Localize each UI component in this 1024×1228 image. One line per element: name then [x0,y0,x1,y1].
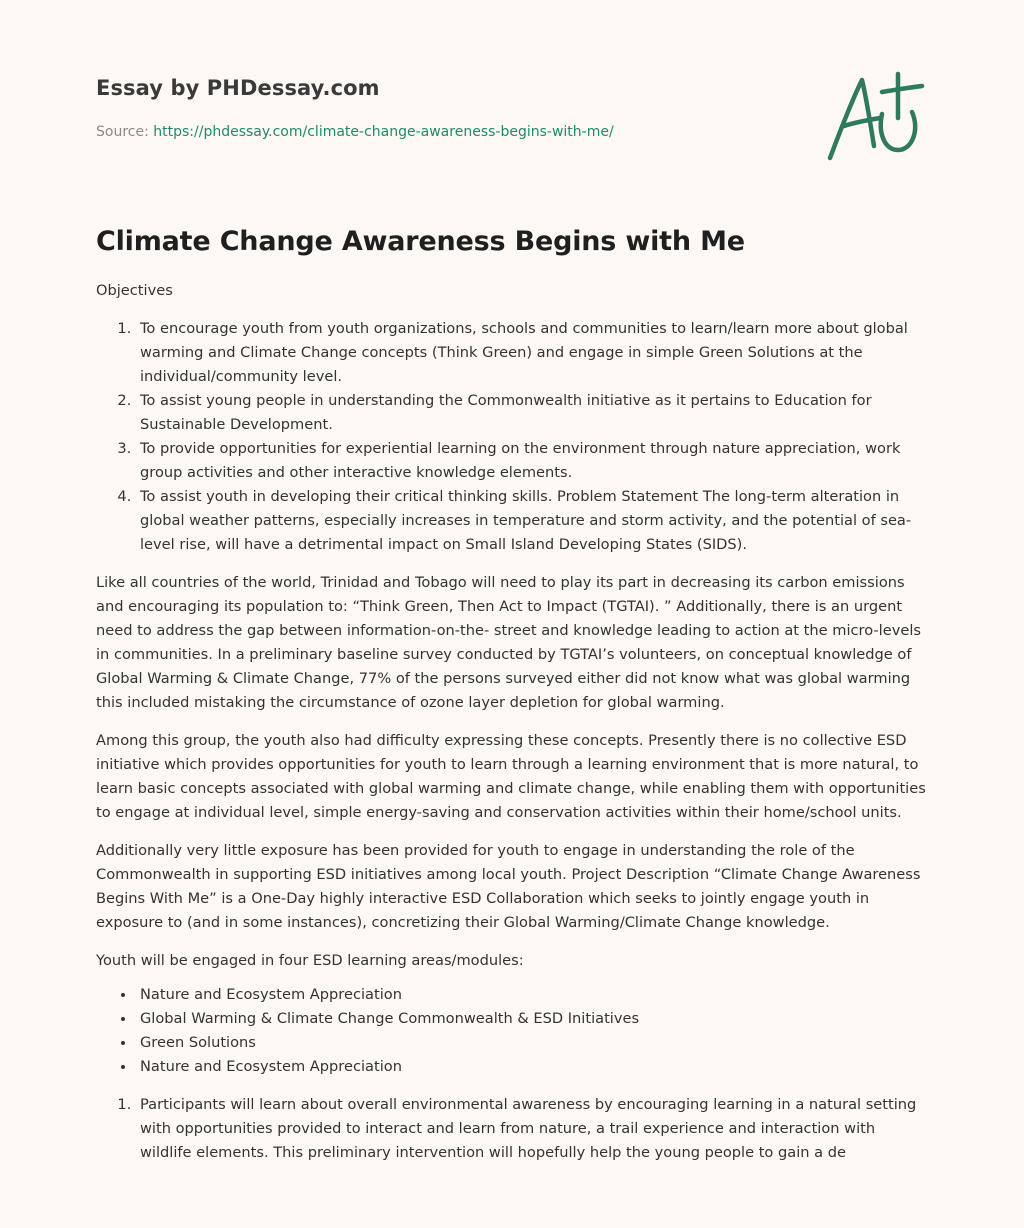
objectives-list [96,317,931,557]
module-detail-list [96,1093,931,1165]
objective-item: 1. To encourage youth from youth organizations, schools and communities to learn/learn more about global warming and Climate Change concepts (Think Green) and engage in simple Green Solutions at the individual/community level. [136,317,931,389]
paragraph: Like all countries of the world, Trinidad and Tobago will need to play its part in decreasing its carbon emissions and encouraging its population to: “Think Green, Then Act to Impact (TGTAI). ” Additionally, there is an urgent need to address the gap between information-on-the- street and knowledge leading to action at the micro-levels in communities. In a preliminary baseline survey conducted by TGTAI’s volunteers, on conceptual knowledge of Global Warming & Climate Change, 77% of the persons surveyed either did not know what was global warming this included mistaking the circumstance of ozone layer depletion for global warming. [96,574,921,711]
modules-list [96,983,931,1079]
module-item: • Green Solutions [136,1031,931,1055]
source-label: Source: [96,124,154,140]
site-brand: Essay by PHDessay.com [96,76,380,100]
module-item: • Nature and Ecosystem Appreciation [136,983,931,1007]
objective-item: 2. To assist young people in understanding the Commonwealth initiative as it pertains to Education for Sustainable Development. [136,389,931,437]
paragraph: Youth will be engaged in four ESD learning areas/modules: [96,952,524,969]
paragraph: Among this group, the youth also had difficulty expressing these concepts. Presently there is no collective ESD initiative which provides opportunities for youth to learn through a learning environment that is more natural, to learn basic concepts associated with global warming and climate change, while enabling them with opportunities to engage at individual level, simple energy-saving and conservation activities within their home/school units. [96,732,926,821]
source-link[interactable]: https://phdessay.com/climate-change-awareness-begins-with-me/ [153,124,614,140]
article [96,226,931,1179]
objective-item: 4. To assist youth in developing their critical thinking skills. Problem Statement The long-term alteration in global weather patterns, especially increases in temperature and storm activity, and the potential of sea-level rise, will have a detrimental impact on Small Island Developing States (SIDS). [136,485,931,557]
objective-item: 3. To provide opportunities for experiential learning on the environment through nature appreciation, work group activities and other interactive knowledge elements. [136,437,931,485]
module-item: • Nature and Ecosystem Appreciation [136,1055,931,1079]
article-title: Climate Change Awareness Begins with Me [96,226,745,257]
paragraph: Additionally very little exposure has been provided for youth to engage in understanding the role of the Commonwealth in supporting ESD initiatives among local youth. Project Description “Climate Change Awareness Begins With Me” is a One-Day highly interactive ESD Collaboration which seeks to jointly engage youth in exposure to (and in some instances), concretizing their Global Warming/Climate Change knowledge. [96,842,921,931]
a-plus-logo-icon [822,66,928,166]
module-detail-item: 1. Participants will learn about overall environmental awareness by encouraging learning in a natural setting with opportunities provided to interact and learn from nature, a trail experience and interaction with wildlife elements. This preliminary intervention will hopefully help the young people to gain a de [136,1093,931,1165]
module-item: • Global Warming & Climate Change Commonwealth & ESD Initiatives [136,1007,931,1031]
objectives-heading: Objectives [96,282,173,299]
source-line [96,124,614,140]
